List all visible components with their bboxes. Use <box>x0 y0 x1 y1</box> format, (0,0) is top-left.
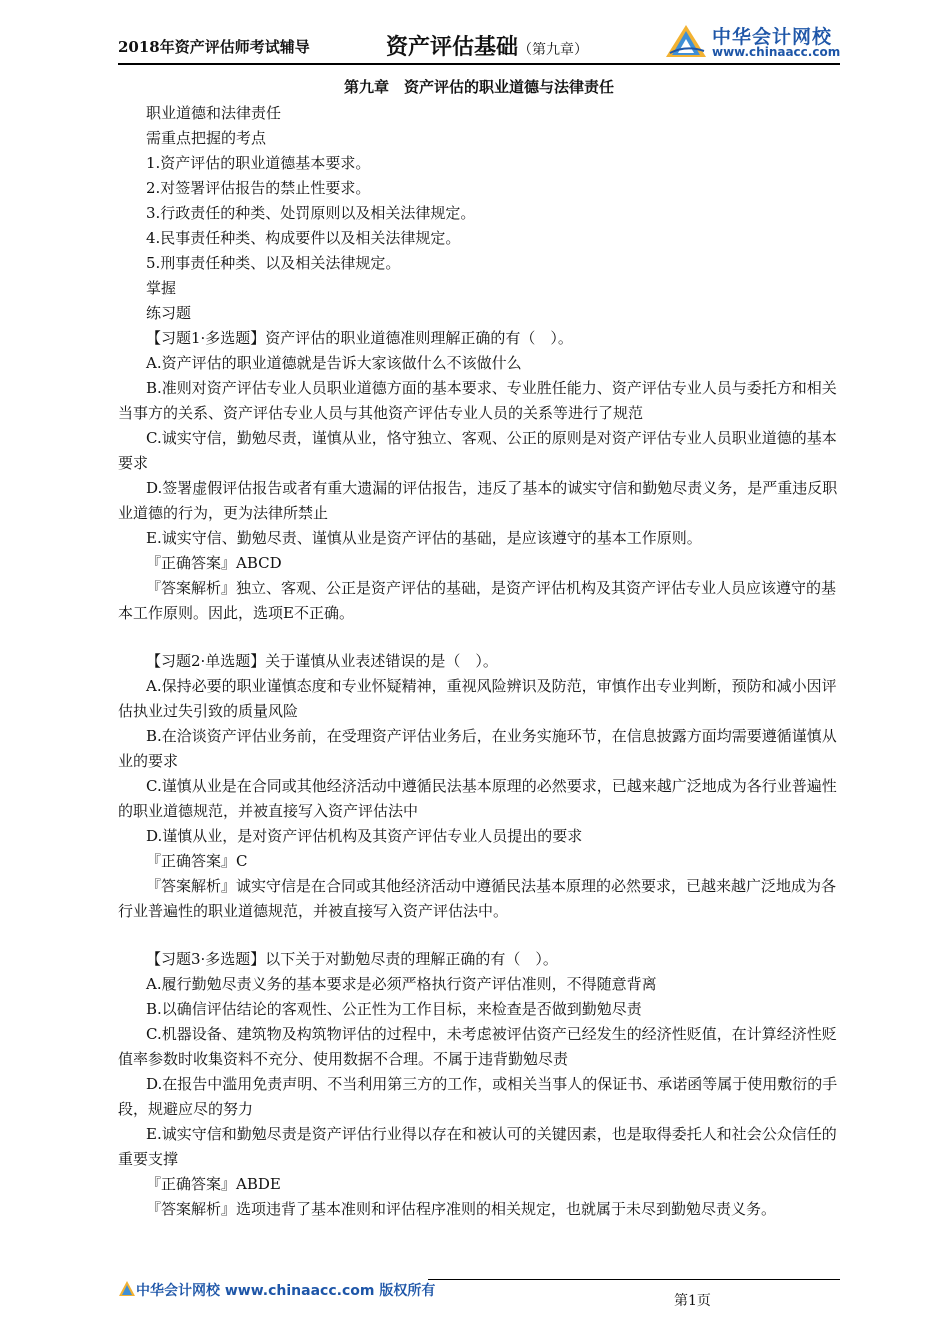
explanation: 『答案解析』诚实守信是在合同或其他经济活动中遵循民法基本原理的必然要求，已越来越广泛地成为各行业普遍性的职业道德规范，并被直接写入资产评估法中。 <box>118 877 837 920</box>
option-b: B.以确信评估结论的客观性、公正性为工作目标，来检查是否做到勤勉尽责 <box>146 1000 642 1018</box>
question-2: 【习题2·单选题】关于谨慎从业表述错误的是（ ）。 <box>146 652 498 670</box>
spacer <box>118 924 840 947</box>
page-footer <box>118 1276 840 1316</box>
text-line: 3.行政责任的种类、处罚原则以及相关法律规定。 <box>146 204 476 222</box>
header-subject-name: 资产评估基础 <box>386 34 519 60</box>
option-b: B.在洽谈资产评估业务前，在受理资产评估业务后，在业务实施环节，在信息披露方面均需要遵循谨慎从业的要求 <box>118 727 837 770</box>
header-exam-title: 2018年资产评估师考试辅导 <box>118 38 310 56</box>
chapter-title: 第九章 资产评估的职业道德与法律责任 <box>343 78 614 96</box>
explanation: 『答案解析』独立、客观、公正是资产评估的基础，是资产评估机构及其资产评估专业人员应该遵守的基本工作原则。因此，选项E不正确。 <box>118 579 837 622</box>
text-line: 5.刑事责任种类、以及相关法律规定。 <box>146 254 401 272</box>
option-b: B.准则对资产评估专业人员职业道德方面的基本要求、专业胜任能力、资产评估专业人员与委托方和相关当事方的关系、资产评估专业人员与其他资产评估专业人员的关系等进行了规范 <box>118 379 837 422</box>
option-d: D.在报告中滥用免责声明、不当利用第三方的工作，或相关当事人的保证书、承诺函等属于使用敷衍的手段，规避应尽的努力 <box>118 1075 838 1118</box>
document-body <box>118 75 840 1222</box>
page-header <box>118 22 844 62</box>
option-c: C.谨慎从业是在合同或其他经济活动中遵循民法基本原理的必然要求，已越来越广泛地成为各行业普遍性的职业道德规范，并被直接写入资产评估法中 <box>118 777 837 820</box>
chinaacc-logo <box>666 22 844 62</box>
logo-name: 中华会计网校 <box>712 26 833 48</box>
answer: 『正确答案』ABDE <box>146 1175 281 1193</box>
text-line: 掌握 <box>146 279 177 297</box>
text-line: 4.民事责任种类、构成要件以及相关法律规定。 <box>146 229 461 247</box>
footer-copyright: 中华会计网校 www.chinaacc.com 版权所有 <box>136 1283 436 1299</box>
logo-url: www.chinaacc.com <box>712 45 841 59</box>
question-3: 【习题3·多选题】以下关于对勤勉尽责的理解正确的有（ ）。 <box>146 950 558 968</box>
text-line: 练习题 <box>146 304 192 322</box>
page-number: 第1页 <box>674 1293 711 1309</box>
question-1: 【习题1·多选题】资产评估的职业道德准则理解正确的有（ ）。 <box>146 329 573 347</box>
option-d: D.谨慎从业，是对资产评估机构及其资产评估专业人员提出的要求 <box>146 827 583 845</box>
option-e: E.诚实守信和勤勉尽责是资产评估行业得以存在和被认可的关键因素，也是取得委托人和社会公众信任的重要支撑 <box>118 1125 837 1168</box>
logo-triangle-icon <box>666 23 708 61</box>
text-line: 1.资产评估的职业道德基本要求。 <box>146 154 371 172</box>
header-rule <box>118 63 840 65</box>
text-line: 需重点把握的考点 <box>146 129 267 147</box>
footer-rule <box>428 1279 840 1280</box>
explanation: 『答案解析』选项违背了基本准则和评估程序准则的相关规定，也就属于未尽到勤勉尽责义务。 <box>146 1200 777 1218</box>
option-a: A.保持必要的职业谨慎态度和专业怀疑精神，重视风险辨识及防范，审慎作出专业判断，预防和减小因评估执业过失引致的质量风险 <box>118 677 837 720</box>
option-d: D.签署虚假评估报告或者有重大遗漏的评估报告，违反了基本的诚实守信和勤勉尽责义务，是严重违反职业道德的行为，更为法律所禁止 <box>118 479 838 522</box>
text-line: 职业道德和法律责任 <box>146 104 282 122</box>
option-c: C.机器设备、建筑物及构筑物评估的过程中，未考虑被评估资产已经发生的经济性贬值，在计算经济性贬值率参数时收集资料不充分、使用数据不合理。不属于违背勤勉尽责 <box>118 1025 837 1068</box>
answer: 『正确答案』ABCD <box>146 554 282 572</box>
text-line: 2.对签署评估报告的禁止性要求。 <box>146 179 371 197</box>
header-chapter: （第九章） <box>518 42 589 58</box>
header-subject <box>386 30 588 61</box>
spacer <box>118 626 840 649</box>
option-c: C.诚实守信，勤勉尽责，谨慎从业，恪守独立、客观、公正的原则是对资产评估专业人员职业道德的基本要求 <box>118 429 837 472</box>
answer: 『正确答案』C <box>146 852 248 870</box>
option-e: E.诚实守信、勤勉尽责、谨慎从业是资产评估的基础，是应该遵守的基本工作原则。 <box>146 529 702 547</box>
option-a: A.履行勤勉尽责义务的基本要求是必须严格执行资产评估准则，不得随意背离 <box>146 975 657 993</box>
option-a: A.资产评估的职业道德就是告诉大家该做什么不该做什么 <box>146 354 522 372</box>
footer-logo-icon <box>118 1280 136 1298</box>
